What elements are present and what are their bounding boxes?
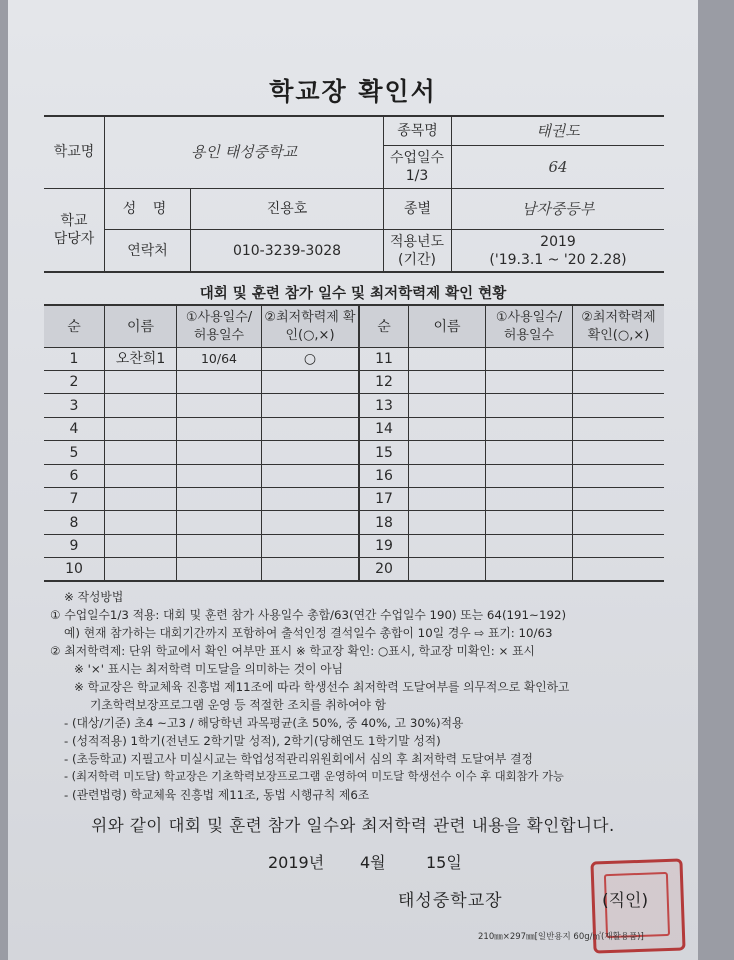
school-value: 용인 태성중학교 <box>190 143 298 161</box>
row-no: 9 <box>69 538 79 554</box>
note-line: - (최저학력 미도달) 학교장은 기초학력보장프로그램 운영하여 미도달 학생선수 이수 후 대회참가 가능 <box>64 770 564 783</box>
row-no: 15 <box>375 444 393 461</box>
row-no: 5 <box>69 444 79 461</box>
row-no: 3 <box>69 397 79 414</box>
header-no-right: 순 <box>377 318 391 335</box>
header-days-right: ①사용일수/ 허용일수 <box>495 309 563 343</box>
note-line: 기초학력보장프로그램 운영 등 적절한 조치를 취하여야 함 <box>90 698 386 712</box>
header-days-left: ①사용일수/ 허용일수 <box>185 309 253 343</box>
row-no: 19 <box>375 538 393 554</box>
row-no: 18 <box>375 514 393 531</box>
header-name-left: 이름 <box>126 318 155 335</box>
row-no: 10 <box>65 561 83 577</box>
row-no: 1 <box>69 351 79 367</box>
paper-spec: 210㎜×297㎜[일반용지 60g/㎡(재활용품)] <box>478 932 644 942</box>
row-no: 13 <box>375 397 393 414</box>
row-no: 11 <box>375 351 393 367</box>
document-page <box>8 0 698 960</box>
row-no: 16 <box>375 468 393 484</box>
note-line: ※ '×' 표시는 최저학력 미도달을 의미하는 것이 아님 <box>74 662 344 676</box>
class-days-label: 수업일수 1/3 <box>389 150 445 184</box>
sport-value: 태권도 <box>536 121 580 140</box>
contact-value: 010-3239-3028 <box>232 242 342 259</box>
date-year: 2019년 <box>268 853 325 872</box>
row-no: 4 <box>69 421 79 437</box>
row-no: 6 <box>69 468 79 484</box>
class-days-value: 64 <box>548 158 568 176</box>
header-no-left: 순 <box>67 318 81 335</box>
category-label: 종별 <box>403 201 432 217</box>
row-min-check: ○ <box>303 351 317 367</box>
document-title: 학교장 확인서 <box>269 77 437 106</box>
row-no: 7 <box>69 491 79 507</box>
row-name: 오찬희1 <box>115 351 166 367</box>
note-line: ② 최저학력제: 단위 학교에서 확인 여부만 표시 ※ 학교장 확인: ○표시, 학교장 미확인: × 표시 <box>50 644 535 658</box>
row-days: 10/64 <box>200 351 238 366</box>
year-value: 2019 <box>540 233 576 250</box>
row-no: 17 <box>375 491 393 507</box>
header-min-left: ②최저학력제 확인(○,×) <box>264 309 356 343</box>
header-name-right: 이름 <box>433 318 461 335</box>
year-cell <box>452 230 664 271</box>
school-label: 학교명 <box>53 144 95 160</box>
teacher-label: 학교 담당자 <box>53 213 95 247</box>
note-line: - (성적적용) 1학기(전년도 2학기말 성적), 2학기(당해연도 1학기말 성적) <box>64 734 441 748</box>
note-line: - (대상/기준) 초4 ~고3 / 해당학년 과목평균(초 50%, 중 40%, 고 30%)적용 <box>64 716 464 730</box>
name-value: 진용호 <box>266 201 308 217</box>
date-day: 15일 <box>426 853 462 872</box>
sport-label: 종목명 <box>397 122 438 139</box>
row-no: 12 <box>375 374 393 390</box>
note-line: ① 수업일수1/3 적용: 대회 및 훈련 참가 사용일수 총합/63(연간 수업일수 190) 또는 64(191~192) <box>50 608 567 622</box>
principal-title: 태성중학교장 <box>398 891 503 911</box>
row-no: 14 <box>375 421 393 437</box>
year-label: 적용년도 (기간) <box>389 233 445 268</box>
date-month: 4월 <box>360 853 386 872</box>
period-value: ('19.3.1 ~ '20 2.28) <box>489 251 627 268</box>
note-line: ※ 학교장은 학교체육 진흥법 제11조에 따라 학생선수 최저학력 도달여부를 의무적으로 확인하고 <box>74 680 570 694</box>
seal-mark: (직인) <box>602 891 649 911</box>
note-line: ※ 작성방법 <box>64 590 124 604</box>
contact-label: 연락처 <box>127 242 168 259</box>
name-label: 성 명 <box>122 201 173 217</box>
table-subtitle: 대회 및 훈련 참가 일수 및 최저학력제 확인 현황 <box>199 286 507 302</box>
note-line: - (관련법령) 학교체육 진흥법 제11조, 동법 시행규칙 제6조 <box>64 788 370 802</box>
header-min-right: ②최저학력제 확인(○,×) <box>581 309 656 343</box>
category-value: 남자중등부 <box>521 200 595 218</box>
confirmation-statement: 위와 같이 대회 및 훈련 참가 일수와 최저학력 관련 내용을 확인합니다. <box>91 816 615 835</box>
row-no: 2 <box>69 374 79 390</box>
row-no: 8 <box>69 514 79 531</box>
row-no: 20 <box>375 561 393 577</box>
note-line: 예) 현재 참가하는 대회기간까지 포함하여 출석인정 결석일수 총합이 10일 경우 ⇨ 표기: 10/63 <box>64 626 553 640</box>
note-line: - (초등학교) 지필고사 미실시교는 학업성적관리위원회에서 심의 후 최저학력 도달여부 결정 <box>64 752 533 766</box>
